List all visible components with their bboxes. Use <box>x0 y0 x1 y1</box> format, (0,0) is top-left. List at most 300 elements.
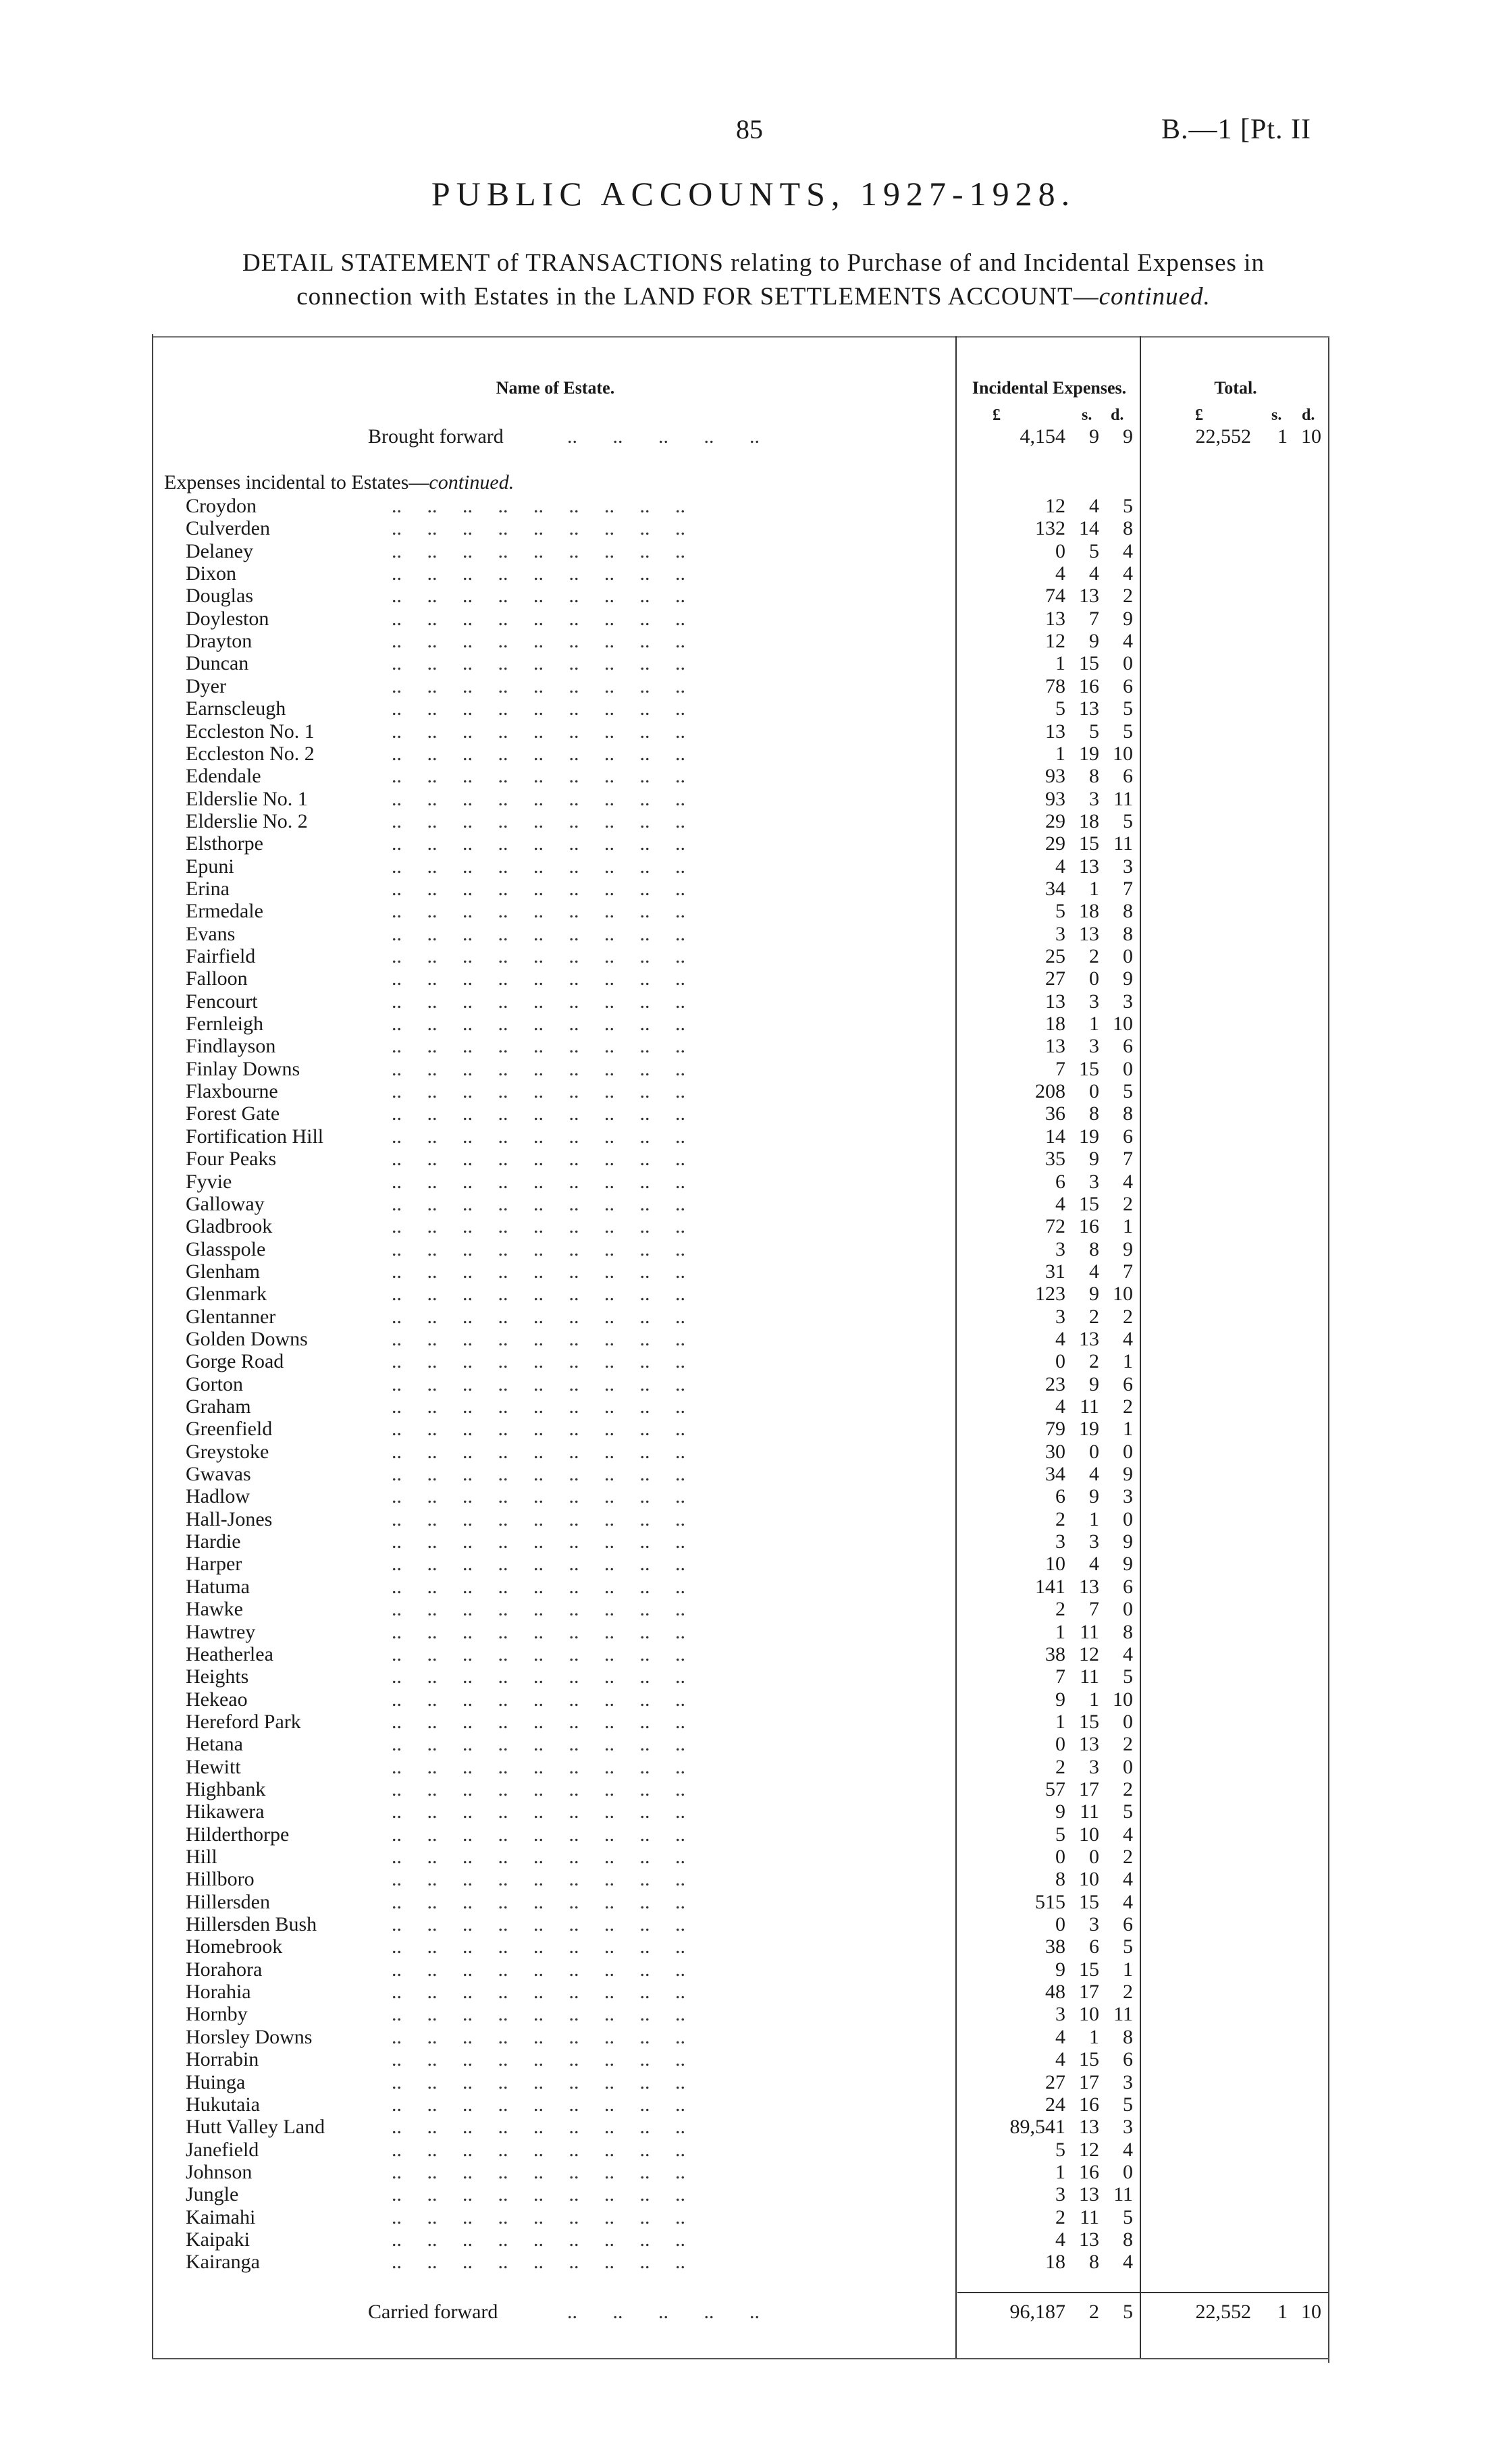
estate-name: Hukutaia <box>186 2093 260 2116</box>
estate-name: Huinga <box>186 2070 246 2093</box>
incidental-shillings: 1 <box>1089 877 1099 900</box>
incidental-pounds: 9 <box>1055 1688 1065 1711</box>
brought-forward-incidental-shillings: 9 <box>1089 425 1099 448</box>
estate-name: Fencourt <box>186 990 258 1013</box>
incidental-pence: 8 <box>1123 2025 1133 2048</box>
incidental-shillings: 5 <box>1089 539 1099 562</box>
incidental-pounds: 0 <box>1055 1846 1065 1868</box>
section-heading-text: Expenses incidental to Estates— <box>164 471 429 493</box>
subtitle-line-2-italic: continued. <box>1099 283 1211 311</box>
incidental-shillings: 16 <box>1079 2160 1099 2183</box>
incidental-pence: 5 <box>1123 2093 1133 2116</box>
incidental-pence: 4 <box>1123 1868 1133 1891</box>
incidental-pounds: 93 <box>1045 765 1065 788</box>
dot-leader: .. .. .. .. .. .. .. .. .. <box>392 2093 685 2116</box>
incidental-shillings: 17 <box>1079 1777 1099 1800</box>
estate-name: Elsthorpe <box>186 832 263 855</box>
incidental-shillings: 11 <box>1080 1395 1099 1418</box>
incidental-shillings: 12 <box>1079 2138 1099 2161</box>
incidental-pounds: 7 <box>1055 1665 1065 1688</box>
incidental-pounds: 72 <box>1045 1215 1065 1238</box>
incidental-pence: 4 <box>1123 2251 1133 2274</box>
incidental-pence: 6 <box>1123 1372 1133 1395</box>
carried-forward-total-pounds: 22,552 <box>1195 2301 1251 2323</box>
dot-leader: .. .. .. .. .. .. .. .. .. <box>392 1350 685 1373</box>
incidental-shillings: 13 <box>1079 2116 1099 2139</box>
section-heading-italic: continued. <box>429 471 514 493</box>
incidental-pence: 5 <box>1123 1080 1133 1103</box>
incidental-pence: 9 <box>1123 1237 1133 1260</box>
incidental-shillings: 7 <box>1089 1598 1099 1621</box>
page-reference: B.—1 [Pt. II <box>1161 114 1311 145</box>
dot-leader: .. .. .. .. .. .. .. .. .. <box>392 1800 685 1823</box>
carried-forward-rule-incidental <box>957 2292 1140 2293</box>
incidental-pence: 1 <box>1123 1958 1133 1981</box>
estate-name: Culverden <box>186 517 270 540</box>
unit-shilling-total: s. <box>1271 406 1282 424</box>
incidental-shillings: 8 <box>1089 1102 1099 1125</box>
dot-leader: .. .. .. .. .. .. .. .. .. <box>392 765 685 788</box>
dot-leader: .. .. .. .. .. .. .. .. .. <box>392 2003 685 2026</box>
dot-leader: .. .. .. .. .. .. .. .. .. <box>392 630 685 653</box>
incidental-pence: 10 <box>1113 1013 1133 1036</box>
estate-name: Evans <box>186 922 236 945</box>
page-title: PUBLIC ACCOUNTS, 1927-1928. <box>431 175 1076 213</box>
estate-name: Johnson <box>186 2160 253 2183</box>
estate-name: Epuni <box>186 855 234 878</box>
estate-name: Greenfield <box>186 1418 273 1441</box>
estate-name: Horahora <box>186 1958 263 1981</box>
incidental-shillings: 15 <box>1079 1710 1099 1733</box>
incidental-pence: 3 <box>1123 855 1133 878</box>
dot-leader: .. .. .. .. .. .. .. .. .. <box>392 877 685 900</box>
incidental-pence: 5 <box>1123 495 1133 517</box>
incidental-pounds: 1 <box>1055 1710 1065 1733</box>
dot-leader: .. .. .. .. .. .. .. .. .. <box>392 517 685 540</box>
subtitle-line-1: DETAIL STATEMENT of TRANSACTIONS relating to Purchase of and Incidental Expenses in <box>242 249 1265 277</box>
estate-name: Horsley Downs <box>186 2025 313 2048</box>
page-number: 85 <box>736 114 763 144</box>
incidental-pence: 8 <box>1123 1620 1133 1643</box>
incidental-shillings: 5 <box>1089 720 1099 743</box>
estate-name: Fortification Hill <box>186 1125 324 1148</box>
dot-leader: .. .. .. .. .. .. .. .. .. <box>392 1935 685 1958</box>
dot-leader: .. .. .. .. .. .. .. .. .. <box>392 562 685 585</box>
incidental-pence: 8 <box>1123 900 1133 923</box>
incidental-pounds: 1 <box>1055 652 1065 675</box>
dot-leader: .. .. .. .. .. .. .. .. .. <box>392 1575 685 1598</box>
estate-name: Heights <box>186 1665 249 1688</box>
incidental-pounds: 5 <box>1055 1823 1065 1846</box>
section-heading <box>164 471 514 493</box>
dot-leader: .. .. .. .. .. .. .. .. .. <box>392 2048 685 2071</box>
incidental-shillings: 11 <box>1080 1665 1099 1688</box>
estate-name: Fernleigh <box>186 1013 263 1036</box>
incidental-pounds: 8 <box>1055 1868 1065 1891</box>
incidental-pence: 4 <box>1123 1170 1133 1193</box>
incidental-shillings: 9 <box>1089 630 1099 653</box>
incidental-shillings: 15 <box>1079 2048 1099 2071</box>
incidental-shillings: 8 <box>1089 765 1099 788</box>
incidental-pounds: 515 <box>1035 1890 1065 1913</box>
incidental-pence: 1 <box>1123 1215 1133 1238</box>
incidental-pence: 3 <box>1123 1485 1133 1508</box>
estate-name: Hatuma <box>186 1575 250 1598</box>
incidental-pence: 5 <box>1123 1935 1133 1958</box>
dot-leader: .. .. .. .. .. .. .. .. .. <box>392 1372 685 1395</box>
incidental-pounds: 34 <box>1045 877 1065 900</box>
dot-leader: .. .. .. .. .. .. .. .. .. <box>392 1665 685 1688</box>
incidental-shillings: 1 <box>1089 1507 1099 1530</box>
dot-leader: .. .. .. .. .. .. .. .. .. <box>392 1305 685 1328</box>
incidental-shillings: 7 <box>1089 607 1099 630</box>
incidental-pence: 0 <box>1123 1755 1133 1778</box>
incidental-pounds: 27 <box>1045 967 1065 990</box>
incidental-pounds: 29 <box>1045 809 1065 832</box>
incidental-shillings: 10 <box>1079 2003 1099 2026</box>
incidental-shillings: 19 <box>1079 742 1099 765</box>
incidental-shillings: 9 <box>1089 1485 1099 1508</box>
estate-name: Edendale <box>186 765 261 788</box>
incidental-shillings: 15 <box>1079 1192 1099 1215</box>
incidental-shillings: 8 <box>1089 1237 1099 1260</box>
incidental-shillings: 3 <box>1089 1035 1099 1058</box>
incidental-pounds: 57 <box>1045 1777 1065 1800</box>
incidental-shillings: 3 <box>1089 1913 1099 1936</box>
estate-name: Greystoke <box>186 1440 269 1463</box>
estate-name: Hutt Valley Land <box>186 2116 325 2139</box>
incidental-shillings: 4 <box>1089 562 1099 585</box>
estate-name: Elderslie No. 1 <box>186 787 308 810</box>
estate-name: Dyer <box>186 674 226 697</box>
incidental-pounds: 4 <box>1055 1395 1065 1418</box>
dot-leader: .. .. .. .. .. .. .. .. .. <box>392 1981 685 2004</box>
incidental-pence: 5 <box>1123 1800 1133 1823</box>
estate-name: Hillersden Bush <box>186 1913 317 1936</box>
dot-leader: .. .. .. .. .. .. .. .. .. <box>392 832 685 855</box>
incidental-pounds: 9 <box>1055 1800 1065 1823</box>
dot-leader: .. .. .. .. .. .. .. .. .. <box>392 1485 685 1508</box>
incidental-pence: 11 <box>1113 2183 1133 2206</box>
estate-name: Hill <box>186 1846 217 1868</box>
incidental-pounds: 4 <box>1055 1327 1065 1350</box>
estate-name: Fairfield <box>186 945 256 967</box>
incidental-shillings: 3 <box>1089 1170 1099 1193</box>
incidental-pence: 6 <box>1123 1125 1133 1148</box>
incidental-pounds: 2 <box>1055 2205 1065 2228</box>
dot-leader: .. .. .. .. .. .. .. .. .. <box>392 1102 685 1125</box>
incidental-shillings: 0 <box>1089 1440 1099 1463</box>
incidental-pence: 4 <box>1123 1823 1133 1846</box>
dot-leader: .. .. .. .. .. .. .. .. .. <box>392 945 685 967</box>
incidental-shillings: 9 <box>1089 1283 1099 1306</box>
estate-name: Hornby <box>186 2003 248 2026</box>
incidental-pounds: 3 <box>1055 1237 1065 1260</box>
subtitle-line-2-plain: connection with Estates in the LAND FOR SETTLEMENTS ACCOUNT— <box>296 283 1099 311</box>
incidental-pounds: 13 <box>1045 1035 1065 1058</box>
incidental-pounds: 0 <box>1055 1913 1065 1936</box>
incidental-pounds: 34 <box>1045 1463 1065 1486</box>
incidental-pounds: 0 <box>1055 1733 1065 1756</box>
incidental-pence: 5 <box>1123 720 1133 743</box>
dot-leader: .. .. .. .. .. .. .. .. .. <box>392 1057 685 1080</box>
incidental-pounds: 4 <box>1055 2228 1065 2251</box>
incidental-pence: 11 <box>1113 2003 1133 2026</box>
dot-leader: .. .. .. .. .. .. .. .. .. <box>392 809 685 832</box>
incidental-pence: 6 <box>1123 1913 1133 1936</box>
estate-name: Flaxbourne <box>186 1080 278 1103</box>
incidental-pence: 2 <box>1123 585 1133 608</box>
dot-leader: .. .. .. .. .. .. .. .. .. <box>392 1913 685 1936</box>
unit-pence-incidental: d. <box>1111 406 1124 424</box>
dot-leader: .. .. .. .. .. .. .. .. .. <box>392 2070 685 2093</box>
column-separator-total <box>1140 336 1141 2359</box>
incidental-pence: 5 <box>1123 1665 1133 1688</box>
estate-name: Horahia <box>186 1981 251 2004</box>
incidental-pence: 6 <box>1123 765 1133 788</box>
incidental-shillings: 2 <box>1089 1305 1099 1328</box>
incidental-shillings: 3 <box>1089 990 1099 1013</box>
estate-name: Elderslie No. 2 <box>186 809 308 832</box>
incidental-pounds: 7 <box>1055 1057 1065 1080</box>
incidental-shillings: 10 <box>1079 1823 1099 1846</box>
incidental-pence: 4 <box>1123 562 1133 585</box>
incidental-pence: 4 <box>1123 1642 1133 1665</box>
dot-leader: .. .. .. .. .. .. .. .. .. <box>392 1463 685 1486</box>
estate-name: Kaipaki <box>186 2228 250 2251</box>
estate-name: Hadlow <box>186 1485 250 1508</box>
estate-name: Erina <box>186 877 230 900</box>
dot-leader: .. .. .. .. .. .. .. .. .. <box>392 1733 685 1756</box>
incidental-pence: 0 <box>1123 1598 1133 1621</box>
incidental-pence: 2 <box>1123 1733 1133 1756</box>
dot-leader: .. .. .. .. .. .. .. .. .. <box>392 1013 685 1036</box>
incidental-pounds: 13 <box>1045 990 1065 1013</box>
incidental-shillings: 1 <box>1089 1013 1099 1036</box>
dot-leader: .. .. .. .. .. .. .. .. .. <box>392 787 685 810</box>
incidental-pence: 6 <box>1123 1575 1133 1598</box>
incidental-pounds: 2 <box>1055 1598 1065 1621</box>
incidental-pounds: 2 <box>1055 1507 1065 1530</box>
dot-leader: .. .. .. .. .. .. .. .. .. <box>392 1080 685 1103</box>
incidental-pounds: 48 <box>1045 1981 1065 2004</box>
incidental-shillings: 14 <box>1079 517 1099 540</box>
incidental-shillings: 13 <box>1079 2183 1099 2206</box>
incidental-pounds: 4 <box>1055 2025 1065 2048</box>
incidental-shillings: 1 <box>1089 2025 1099 2048</box>
incidental-pounds: 38 <box>1045 1642 1065 1665</box>
incidental-pounds: 29 <box>1045 832 1065 855</box>
subtitle-line-2 <box>0 280 1507 314</box>
incidental-pence: 10 <box>1113 1688 1133 1711</box>
incidental-shillings: 6 <box>1089 1935 1099 1958</box>
dot-leader: .. .. .. .. .. .. .. .. .. <box>392 922 685 945</box>
incidental-pence: 2 <box>1123 1305 1133 1328</box>
dot-leader: .. .. .. .. .. .. .. .. .. <box>392 1440 685 1463</box>
dot-leader: .. .. .. .. .. .. .. .. .. <box>392 539 685 562</box>
dot-leader: .. .. .. .. .. .. .. .. .. <box>392 1868 685 1891</box>
dot-leader: .. .. .. .. .. .. .. .. .. <box>392 967 685 990</box>
column-header-name: Name of Estate. <box>496 378 615 398</box>
dot-leader: .. .. .. .. .. .. .. .. .. <box>392 2183 685 2206</box>
incidental-pence: 8 <box>1123 922 1133 945</box>
dot-leader: .. .. .. .. .. .. .. .. .. <box>392 1823 685 1846</box>
estate-name: Harper <box>186 1553 242 1576</box>
incidental-pounds: 4 <box>1055 562 1065 585</box>
incidental-shillings: 11 <box>1080 1620 1099 1643</box>
incidental-pence: 3 <box>1123 2070 1133 2093</box>
dot-leader: .. .. .. .. .. .. .. .. .. <box>392 674 685 697</box>
incidental-pounds: 24 <box>1045 2093 1065 2116</box>
incidental-pounds: 4 <box>1055 855 1065 878</box>
incidental-pence: 0 <box>1123 2160 1133 2183</box>
incidental-pence: 3 <box>1123 990 1133 1013</box>
incidental-pence: 9 <box>1123 1553 1133 1576</box>
incidental-shillings: 13 <box>1079 922 1099 945</box>
incidental-pence: 0 <box>1123 1057 1133 1080</box>
incidental-pence: 2 <box>1123 1981 1133 2004</box>
incidental-shillings: 17 <box>1079 1981 1099 2004</box>
incidental-shillings: 9 <box>1089 1148 1099 1171</box>
estate-name: Hetana <box>186 1733 243 1756</box>
incidental-pounds: 25 <box>1045 945 1065 967</box>
estate-name: Glenham <box>186 1260 260 1283</box>
estate-name: Finlay Downs <box>186 1057 300 1080</box>
incidental-shillings: 0 <box>1089 1846 1099 1868</box>
dot-leader: .. .. .. .. .. .. .. .. .. <box>392 1642 685 1665</box>
incidental-pence: 4 <box>1123 1890 1133 1913</box>
dot-leader: .. .. .. .. .. .. .. .. .. <box>392 2116 685 2139</box>
incidental-pounds: 3 <box>1055 922 1065 945</box>
dot-leader: .. .. .. .. .. .. .. .. .. <box>392 2251 685 2274</box>
dot-leader: .. .. .. .. .. .. .. .. .. <box>392 1035 685 1058</box>
dot-leader: .. .. .. .. .. .. .. .. .. <box>392 697 685 720</box>
incidental-pence: 7 <box>1123 1260 1133 1283</box>
column-header-total: Total. <box>1214 378 1257 398</box>
estate-name: Glentanner <box>186 1305 276 1328</box>
dot-leader: .. .. .. .. .. .. .. .. .. <box>392 2025 685 2048</box>
estate-name: Eccleston No. 1 <box>186 720 315 743</box>
estate-name: Earnscleugh <box>186 697 286 720</box>
incidental-pounds: 6 <box>1055 1485 1065 1508</box>
incidental-pounds: 35 <box>1045 1148 1065 1171</box>
incidental-pounds: 13 <box>1045 720 1065 743</box>
incidental-pence: 2 <box>1123 1395 1133 1418</box>
incidental-pence: 0 <box>1123 652 1133 675</box>
incidental-shillings: 16 <box>1079 2093 1099 2116</box>
incidental-pounds: 1 <box>1055 2160 1065 2183</box>
estate-name: Graham <box>186 1395 251 1418</box>
incidental-pounds: 6 <box>1055 1170 1065 1193</box>
dot-leader: .. .. .. .. .. .. .. .. .. <box>392 495 685 517</box>
incidental-shillings: 13 <box>1079 1327 1099 1350</box>
estate-name: Ermedale <box>186 900 263 923</box>
carried-forward-total-pence: 10 <box>1301 2301 1321 2323</box>
incidental-pence: 4 <box>1123 2138 1133 2161</box>
incidental-shillings: 13 <box>1079 1575 1099 1598</box>
incidental-shillings: 11 <box>1080 2205 1099 2228</box>
incidental-pounds: 9 <box>1055 1958 1065 1981</box>
incidental-pence: 8 <box>1123 1102 1133 1125</box>
estate-name: Hall-Jones <box>186 1507 273 1530</box>
incidental-shillings: 16 <box>1079 674 1099 697</box>
incidental-pence: 11 <box>1113 787 1133 810</box>
incidental-pence: 2 <box>1123 1192 1133 1215</box>
carried-forward-incidental-pounds: 96,187 <box>1009 2301 1065 2323</box>
incidental-shillings: 13 <box>1079 585 1099 608</box>
incidental-shillings: 3 <box>1089 787 1099 810</box>
incidental-pounds: 3 <box>1055 1305 1065 1328</box>
unit-pound-incidental: £ <box>993 406 1001 424</box>
incidental-pounds: 14 <box>1045 1125 1065 1148</box>
dot-leader: .. .. .. .. .. .. .. .. .. <box>392 990 685 1013</box>
column-header-incidental: Incidental Expenses. <box>972 378 1127 398</box>
dot-leader: .. .. .. .. .. .. .. .. .. <box>392 1890 685 1913</box>
estate-name: Forest Gate <box>186 1102 280 1125</box>
estate-name: Galloway <box>186 1192 265 1215</box>
incidental-shillings: 0 <box>1089 967 1099 990</box>
incidental-pence: 5 <box>1123 809 1133 832</box>
incidental-pounds: 3 <box>1055 2003 1065 2026</box>
estate-name: Hekeao <box>186 1688 248 1711</box>
incidental-pence: 6 <box>1123 1035 1133 1058</box>
dot-leader: .. .. .. .. .. .. .. .. .. <box>392 2228 685 2251</box>
estate-name: Hewitt <box>186 1755 241 1778</box>
dot-leader: .. .. .. .. .. .. .. .. .. <box>392 1755 685 1778</box>
incidental-pence: 4 <box>1123 1327 1133 1350</box>
incidental-pence: 4 <box>1123 630 1133 653</box>
incidental-pounds: 4 <box>1055 2048 1065 2071</box>
dot-leader: .. .. .. .. .. .. .. .. .. <box>392 720 685 743</box>
dot-leader: .. .. .. .. .. .. .. .. .. <box>392 1237 685 1260</box>
incidental-pounds: 208 <box>1035 1080 1065 1103</box>
estate-name: Douglas <box>186 585 253 608</box>
table-left-rule <box>152 334 153 2359</box>
dot-leader: .. .. .. .. .. .. .. .. .. <box>392 1192 685 1215</box>
incidental-pounds: 38 <box>1045 1935 1065 1958</box>
brought-forward-incidental-pence: 9 <box>1123 425 1133 448</box>
incidental-shillings: 12 <box>1079 1642 1099 1665</box>
dot-leader: .. .. .. .. .. .. .. .. .. <box>392 855 685 878</box>
incidental-pence: 2 <box>1123 1846 1133 1868</box>
incidental-pounds: 3 <box>1055 1530 1065 1553</box>
incidental-pence: 2 <box>1123 1777 1133 1800</box>
incidental-pounds: 4 <box>1055 1192 1065 1215</box>
estate-name: Drayton <box>186 630 253 653</box>
dot-leader: .. .. .. .. .. .. .. .. .. <box>392 585 685 608</box>
incidental-shillings: 13 <box>1079 2228 1099 2251</box>
dot-leader: .. .. .. .. .. .. .. .. .. <box>392 1215 685 1238</box>
estate-name: Falloon <box>186 967 248 990</box>
incidental-pence: 5 <box>1123 2205 1133 2228</box>
estate-name: Jungle <box>186 2183 239 2206</box>
estate-name: Gorton <box>186 1372 243 1395</box>
incidental-shillings: 4 <box>1089 1553 1099 1576</box>
estate-name: Hillersden <box>186 1890 270 1913</box>
estate-name: Croydon <box>186 495 257 517</box>
incidental-pence: 0 <box>1123 1507 1133 1530</box>
dot-leader: .. .. .. .. .. .. .. .. .. <box>392 1148 685 1171</box>
estate-name: Hardie <box>186 1530 241 1553</box>
incidental-pounds: 141 <box>1035 1575 1065 1598</box>
dot-leader: .. .. .. .. .. .. .. .. .. <box>392 1327 685 1350</box>
incidental-shillings: 4 <box>1089 495 1099 517</box>
estate-name: Homebrook <box>186 1935 283 1958</box>
estate-name: Hawtrey <box>186 1620 256 1643</box>
unit-pence-total: d. <box>1302 406 1315 424</box>
estate-name: Gladbrook <box>186 1215 273 1238</box>
incidental-pounds: 78 <box>1045 674 1065 697</box>
